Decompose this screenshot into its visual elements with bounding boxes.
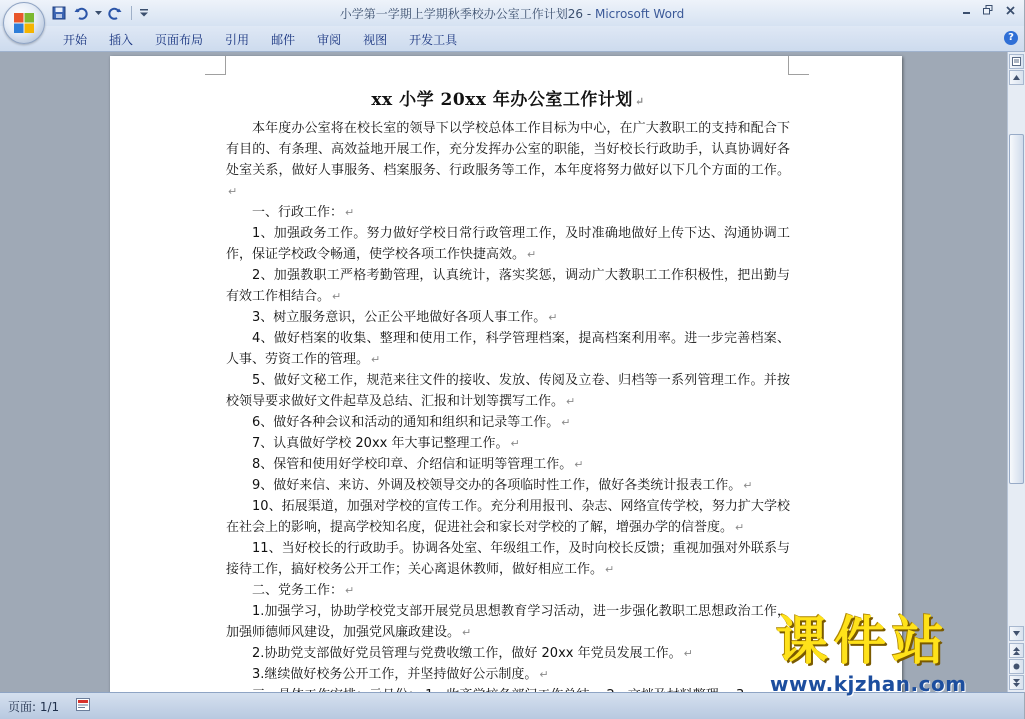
ruler-icon [1012,57,1021,66]
ruler-toggle-button[interactable] [1009,54,1024,69]
tab-home[interactable]: 开始 [63,33,88,47]
restore-icon [983,5,993,15]
save-icon [52,6,66,20]
paragraph: 4、做好档案的收集、整理和使用工作，科学管理档案，提高档案利用率。进一步完善档案、人事、劳资工作的管理。 ↵ [226,331,790,367]
paragraph-mark: ↵ [548,311,558,324]
paragraph: 5、做好文秘工作，规范来往文件的接收、发放、传阅及立卷、归档等一系列管理工作。并按校领导要求做好文件起草及总结、汇报和计划等撰写工作。 ↵ [226,373,790,409]
paragraph-mark: ↵ [527,248,537,261]
paragraph: 3、树立服务意识，公正公平地做好各项人事工作。 ↵ [252,310,558,325]
paragraph-mark: ↵ [462,626,472,639]
title-bar [0,0,1024,27]
margin-marker-right [788,56,809,75]
watermark-logo: 课件站 [776,612,951,672]
customize-qat-button[interactable] [139,4,149,22]
paragraph-mark: ↵ [605,563,615,576]
scroll-thumb[interactable] [1009,134,1024,484]
paragraph: 1、加强政务工作。努力做好学校日常行政管理工作，及时准确地做好上传下达、沟通协调工作，保证学校政令畅通，使学校各项工作快捷高效。 ↵ [226,226,790,262]
tab-developer[interactable]: 开发工具 [409,33,458,47]
close-button[interactable] [1000,2,1020,18]
paragraph: 2.协助党支部做好党员管理与党费收缴工作，做好 20xx 年党员发展工作。 ↵ [252,646,693,661]
quick-access-toolbar [50,3,149,23]
section-heading: 一、行政工作： ↵ [252,205,355,220]
minimize-icon [962,6,971,15]
paragraph: 7、认真做好学校 20xx 年大事记整理工作。 ↵ [252,436,520,451]
qat-separator [131,6,132,20]
minimize-button[interactable] [956,2,976,18]
browse-object-icon [1013,663,1020,670]
status-bar [0,692,1024,719]
paragraph-mark: ↵ [634,95,645,108]
paragraph: 6、做好各种会议和活动的通知和组织和记录等工作。 ↵ [252,415,571,430]
paragraph: 本年度办公室将在校长室的领导下以学校总体工作目标为中心，在广大教职工的支持和配合下有目的、有条理、高效益地开展工作，充分发挥办公室的职能，当好校长行政助手，认真协调好各处室关系，做好人事服务、档案服务、行政服务等工作，本年度将努力做好以下几个方面的工作。↵ [226,121,790,198]
paragraph: 2、加强教职工严格考勤管理，认真统计，落实奖惩，调动广大教职工工作积极性，把出勤与有效工作相结合。 ↵ [226,268,790,304]
double-arrow-up-icon [1013,647,1020,655]
customize-icon [140,9,148,17]
tab-page-layout[interactable]: 页面布局 [155,33,204,47]
tab-view[interactable]: 视图 [363,33,388,47]
paragraph-mark: ↵ [228,185,238,198]
previous-page-button[interactable] [1009,643,1024,658]
page-count[interactable]: 页面: 1/1 [8,700,60,714]
office-logo-icon [13,12,35,34]
select-browse-object-button[interactable] [1009,659,1024,674]
undo-icon [74,6,88,20]
undo-button[interactable] [72,4,90,22]
section-heading: 二、党务工作： ↵ [252,583,355,598]
vertical-scrollbar[interactable] [1007,52,1025,692]
paragraph-mark: ↵ [735,521,745,534]
margin-marker-left [205,56,226,75]
paragraph: 10、拓展渠道，加强对学校的宣传工作。充分利用报刊、杂志、网络宣传学校，努力扩大学校在社会上的影响，提高学校知名度，促进社会和家长对学校的了解，增强办学的信誉度。 ↵ [226,499,790,535]
ribbon-tab-bar [0,26,1024,52]
double-arrow-down-icon [1013,679,1020,687]
paragraph-mark: ↵ [683,647,693,660]
paragraph-mark: ↵ [345,584,355,597]
paragraph: 8、保管和使用好学校印章、介绍信和证明等管理工作。 ↵ [252,457,584,472]
paragraph-mark: ↵ [574,458,584,471]
paragraph-mark: ↵ [743,479,753,492]
scroll-down-button[interactable] [1009,626,1024,641]
paragraph-mark: ↵ [371,353,381,366]
office-button[interactable] [3,2,45,44]
tab-mailings[interactable]: 邮件 [271,33,296,47]
ribbon-tabs [52,30,468,50]
paragraph-mark: ↵ [345,206,355,219]
tab-references[interactable]: 引用 [225,33,250,47]
paragraph-mark: ↵ [510,437,520,450]
paragraph: 1.加强学习，协助学校党支部开展党员思想教育学习活动，进一步强化教职工思想政治工作，加强师德师风建设，加强党风廉政建设。 ↵ [226,604,790,640]
tab-insert[interactable]: 插入 [109,33,134,47]
close-icon [1006,6,1015,15]
document-area[interactable] [0,52,1007,692]
paragraph-mark: ↵ [539,668,549,681]
scroll-up-button[interactable] [1009,70,1024,85]
next-page-button[interactable] [1009,675,1024,690]
watermark-url: www.kjzhan.com [770,672,967,696]
help-button[interactable]: ? [1004,31,1018,45]
redo-button[interactable] [106,4,124,22]
arrow-up-icon [1013,75,1020,80]
paragraph: 3.继续做好校务公开工作，并坚持做好公示制度。 ↵ [252,667,549,682]
paragraph-mark: ↵ [561,416,571,429]
arrow-down-icon [1013,631,1020,636]
document-name: 小学第一学期上学期秋季校办公室工作计划26 [339,7,584,21]
app-name: Microsoft Word [594,7,685,21]
undo-dropdown[interactable] [94,4,102,22]
window-controls [956,2,1020,18]
paragraph: 11、当好校长的行政助手。协调各处室、年级组工作，及时向校长反馈；重视加强对外联系与接待工作，搞好校务公开工作；关心离退休教师，做好相应工作。 ↵ [226,541,790,577]
window-title: 小学第一学期上学期秋季校办公室工作计划26 - Microsoft Word [339,7,685,21]
save-button[interactable] [50,4,68,22]
chevron-down-icon [95,11,102,16]
redo-icon [108,6,122,20]
tab-review[interactable]: 审阅 [317,33,342,47]
restore-button[interactable] [978,2,998,18]
paragraph: 9、做好来信、来访、外调及校领导交办的各项临时性工作，做好各类统计报表工作。 ↵ [252,478,753,493]
document-body[interactable] [226,86,790,706]
proofing-status-icon[interactable] [76,698,90,711]
paragraph-mark: ↵ [566,395,576,408]
paragraph-mark: ↵ [332,290,342,303]
document-title: xx 小学 20xx 年办公室工作计划 ↵ [371,90,645,110]
